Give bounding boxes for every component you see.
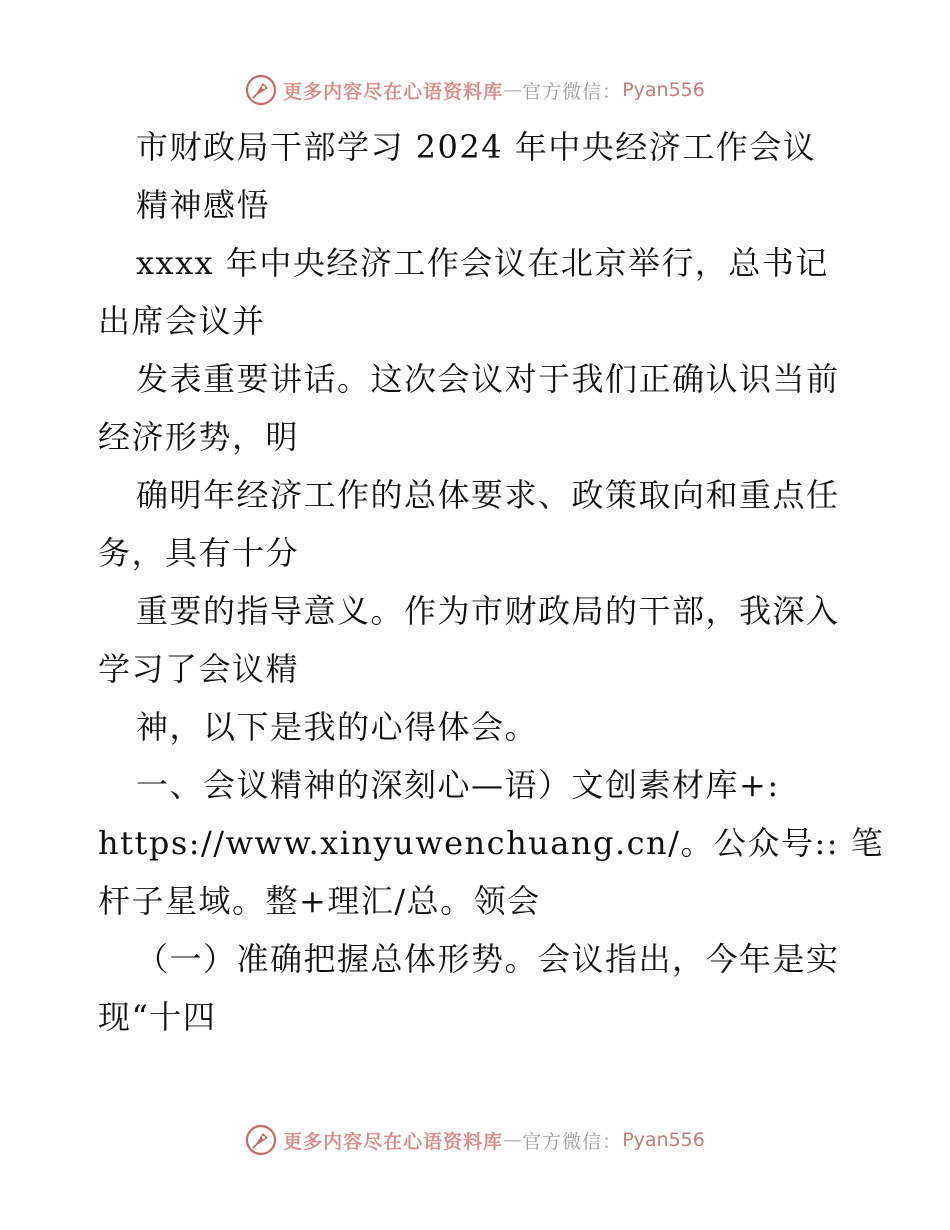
header-watermark xyxy=(0,70,950,110)
paragraph-line: xxxx 年中央经济工作会议在北京举行，总书记 xyxy=(136,244,829,282)
paragraph-line: 神，以下是我的心得体会。 xyxy=(136,708,539,746)
document-title-line-2: 精神感悟 xyxy=(136,186,271,224)
section-heading-line: 一、会议精神的深刻心—语）文创素材库+: xyxy=(136,766,780,804)
subsection-line: （一）准确把握总体形势。会议指出，今年是实 xyxy=(136,940,840,978)
paragraph-line-url: https://www.xinyuwenchuang.cn/。公众号:: 笔 xyxy=(98,824,885,862)
document-title-line-1: 市财政局干部学习 2024 年中央经济工作会议 xyxy=(136,128,817,166)
paragraph-line: 学习了会议精 xyxy=(98,650,300,688)
watermark-separator: — xyxy=(503,79,523,101)
watermark-contact-id: Pyan556 xyxy=(622,79,705,101)
paragraph-line: 经济形势，明 xyxy=(98,418,300,456)
watermark-brand: 更多内容尽在心语资料库 xyxy=(283,80,504,103)
watermark-separator: — xyxy=(503,1129,523,1151)
paragraph-line: 杆子星域。整+理汇/总。领会 xyxy=(98,882,541,920)
pen-nib-logo-icon xyxy=(245,1124,277,1156)
pen-nib-logo-icon xyxy=(245,74,277,106)
watermark-contact-id: Pyan556 xyxy=(622,1129,705,1151)
document-body xyxy=(98,118,885,1046)
paragraph-line: 出席会议并 xyxy=(98,302,266,340)
paragraph-line: 发表重要讲话。这次会议对于我们正确认识当前 xyxy=(136,360,840,398)
paragraph-line: 务，具有十分 xyxy=(98,534,300,572)
watermark-contact-label: 官方微信： xyxy=(522,80,623,103)
paragraph-line: 现“十四 xyxy=(98,998,217,1036)
watermark-brand: 更多内容尽在心语资料库 xyxy=(283,1130,504,1153)
paragraph-line: 确明年经济工作的总体要求、政策取向和重点任 xyxy=(136,476,840,514)
watermark-contact-label: 官方微信： xyxy=(522,1130,623,1153)
paragraph-line: 重要的指导意义。作为市财政局的干部，我深入 xyxy=(136,592,840,630)
footer-watermark xyxy=(0,1120,950,1160)
